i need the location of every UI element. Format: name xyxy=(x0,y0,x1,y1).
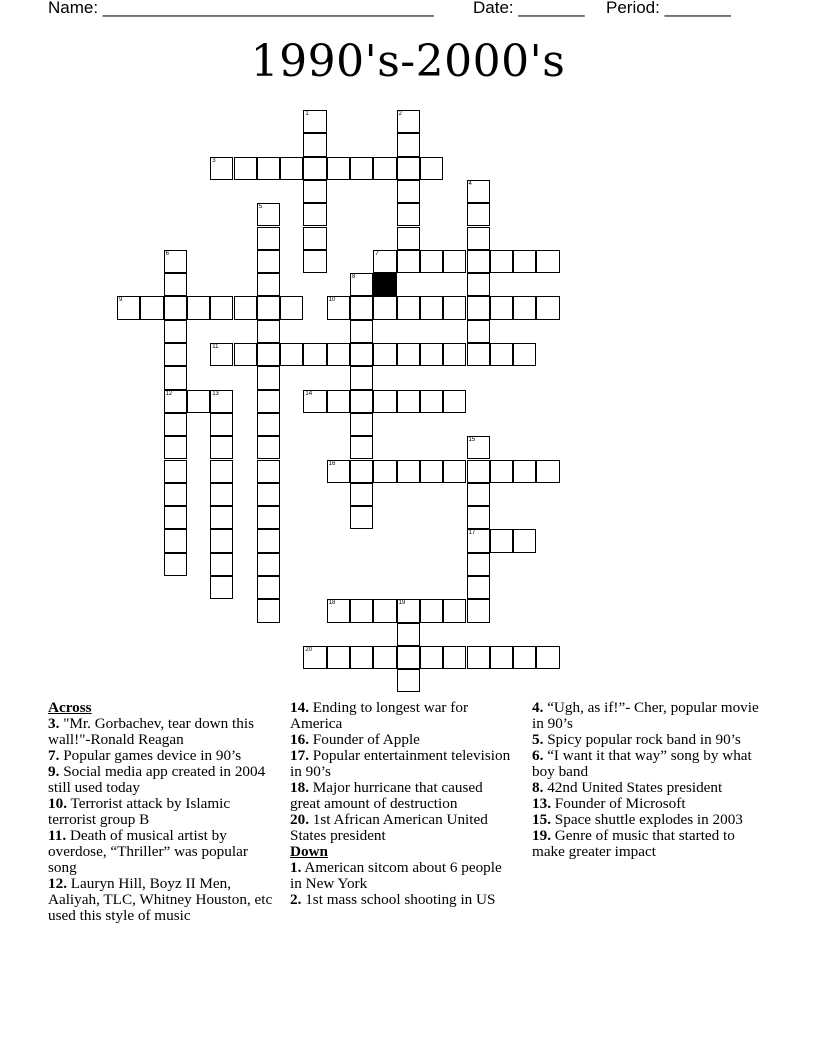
grid-cell[interactable] xyxy=(350,599,373,622)
grid-cell[interactable] xyxy=(350,320,373,343)
grid-cell[interactable] xyxy=(373,460,396,483)
grid-cell[interactable] xyxy=(443,296,466,319)
grid-cell[interactable] xyxy=(303,227,326,250)
grid-cell[interactable] xyxy=(513,460,536,483)
clue-across-10: 10. Terrorist attack by Islamic terrorist group B xyxy=(48,795,231,828)
grid-cell[interactable] xyxy=(350,460,373,483)
grid-cell[interactable] xyxy=(373,599,396,622)
grid-cell[interactable] xyxy=(467,576,490,599)
grid-cell[interactable] xyxy=(327,460,350,483)
grid-cell[interactable] xyxy=(513,646,536,669)
clue-down-6: 6. “I want it that way” song by what boy band xyxy=(532,747,752,780)
grid-cell[interactable] xyxy=(467,296,490,319)
grid-cell[interactable] xyxy=(164,413,187,436)
grid-cell[interactable] xyxy=(164,273,187,296)
clue-number: 20 xyxy=(305,646,313,653)
grid-cell[interactable] xyxy=(257,227,280,250)
grid-cell[interactable] xyxy=(420,390,443,413)
down-heading: Down xyxy=(290,843,328,860)
grid-cell[interactable] xyxy=(164,296,187,319)
grid-cell[interactable] xyxy=(327,646,350,669)
grid-cell[interactable] xyxy=(397,227,420,250)
grid-cell[interactable] xyxy=(303,203,326,226)
grid-cell[interactable] xyxy=(164,529,187,552)
clue-across-7: 7. Popular games device in 90’s xyxy=(48,747,242,764)
grid-cell[interactable] xyxy=(443,390,466,413)
grid-cell[interactable] xyxy=(467,646,490,669)
grid-cell[interactable] xyxy=(467,436,490,459)
grid-cell[interactable] xyxy=(467,529,490,552)
grid-cell[interactable] xyxy=(397,110,420,133)
grid-cell[interactable] xyxy=(164,343,187,366)
grid-cell[interactable] xyxy=(117,296,140,319)
name-field[interactable]: Name: ___________________________________ xyxy=(48,0,434,17)
grid-cell[interactable] xyxy=(467,180,490,203)
grid-cell[interactable] xyxy=(397,180,420,203)
grid-cell[interactable] xyxy=(350,366,373,389)
grid-cell[interactable] xyxy=(303,180,326,203)
grid-cell[interactable] xyxy=(303,390,326,413)
grid-cell[interactable] xyxy=(536,646,559,669)
grid-cell[interactable] xyxy=(397,390,420,413)
grid-cell[interactable] xyxy=(327,157,350,180)
grid-cell[interactable] xyxy=(164,483,187,506)
grid-cell[interactable] xyxy=(397,133,420,156)
clue-number: 6 xyxy=(165,250,169,257)
grid-cell[interactable] xyxy=(257,506,280,529)
grid-cell[interactable] xyxy=(303,157,326,180)
grid-cell[interactable] xyxy=(257,529,280,552)
grid-cell[interactable] xyxy=(327,296,350,319)
grid-cell[interactable] xyxy=(513,343,536,366)
clue-number: 19 xyxy=(398,600,406,607)
grid-cell[interactable] xyxy=(373,157,396,180)
grid-cell[interactable] xyxy=(467,343,490,366)
grid-cell[interactable] xyxy=(373,296,396,319)
grid-cell[interactable] xyxy=(257,460,280,483)
grid-cell[interactable] xyxy=(164,366,187,389)
clue-number: 14 xyxy=(305,390,313,397)
grid-cell[interactable] xyxy=(257,157,280,180)
clue-across-17: 17. Popular entertainment television in 90’s xyxy=(290,747,511,780)
clue-down-2: 2. 1st mass school shooting in US xyxy=(290,891,496,908)
grid-cell[interactable] xyxy=(350,646,373,669)
grid-cell[interactable] xyxy=(467,483,490,506)
clue-across-18: 18. Major hurricane that caused great amount of destruction xyxy=(290,779,483,812)
clue-down-1: 1. American sitcom about 6 people in New York xyxy=(290,859,502,892)
grid-cell[interactable] xyxy=(257,320,280,343)
grid-cell[interactable] xyxy=(397,296,420,319)
clue-number: 8 xyxy=(352,274,356,281)
grid-cell[interactable] xyxy=(210,460,233,483)
grid-cell[interactable] xyxy=(210,506,233,529)
grid-cell[interactable] xyxy=(350,390,373,413)
clue-number: 9 xyxy=(119,297,123,304)
grid-cell[interactable] xyxy=(280,296,303,319)
grid-cell[interactable] xyxy=(257,553,280,576)
clue-number: 12 xyxy=(165,390,173,397)
grid-cell[interactable] xyxy=(490,460,513,483)
grid-cell[interactable] xyxy=(350,483,373,506)
period-field[interactable]: Period: _______ xyxy=(606,0,731,17)
grid-cell[interactable] xyxy=(373,390,396,413)
grid-cell[interactable] xyxy=(490,646,513,669)
grid-cell[interactable] xyxy=(490,296,513,319)
grid-cell[interactable] xyxy=(373,250,396,273)
grid-cell[interactable] xyxy=(280,157,303,180)
grid-cell[interactable] xyxy=(420,646,443,669)
clue-down-5: 5. Spicy popular rock band in 90’s xyxy=(532,731,741,748)
grid-cell[interactable] xyxy=(187,390,210,413)
grid-cell[interactable] xyxy=(257,576,280,599)
clue-across-14: 14. Ending to longest war for America xyxy=(290,699,469,732)
grid-cell[interactable] xyxy=(257,343,280,366)
grid-cell[interactable] xyxy=(303,250,326,273)
grid-cell[interactable] xyxy=(467,320,490,343)
grid-cell[interactable] xyxy=(210,343,233,366)
clue-number: 4 xyxy=(468,180,472,187)
grid-cell[interactable] xyxy=(397,460,420,483)
grid-cell[interactable] xyxy=(257,366,280,389)
grid-cell[interactable] xyxy=(164,320,187,343)
date-field[interactable]: Date: _______ xyxy=(473,0,585,17)
grid-cell[interactable] xyxy=(350,157,373,180)
grid-cell[interactable] xyxy=(443,646,466,669)
grid-cell[interactable] xyxy=(420,599,443,622)
clue-down-4: 4. “Ugh, as if!”- Cher, popular movie in 90’s xyxy=(532,699,759,732)
grid-cell[interactable] xyxy=(210,483,233,506)
grid-cell[interactable] xyxy=(257,203,280,226)
grid-cell[interactable] xyxy=(350,273,373,296)
grid-cell[interactable] xyxy=(513,296,536,319)
grid-cell[interactable] xyxy=(350,436,373,459)
grid-cell[interactable] xyxy=(257,250,280,273)
grid-cell[interactable] xyxy=(397,599,420,622)
grid-cell[interactable] xyxy=(234,343,257,366)
grid-cell[interactable] xyxy=(397,343,420,366)
clue-across-20: 20. 1st African American United States president xyxy=(290,811,488,844)
grid-cell[interactable] xyxy=(187,296,210,319)
grid-cell[interactable] xyxy=(443,599,466,622)
grid-cell[interactable] xyxy=(280,343,303,366)
grid-cell[interactable] xyxy=(210,576,233,599)
grid-cell[interactable] xyxy=(467,460,490,483)
grid-cell[interactable] xyxy=(210,157,233,180)
grid-cell[interactable] xyxy=(397,203,420,226)
grid-cell[interactable] xyxy=(536,296,559,319)
clue-across-11: 11. Death of musical artist by overdose, “Thriller” was popular song xyxy=(48,827,248,876)
grid-cell[interactable] xyxy=(490,250,513,273)
grid-cell[interactable] xyxy=(257,413,280,436)
clues-column-3 xyxy=(532,700,762,860)
across-heading: Across xyxy=(48,699,92,716)
grid-cell[interactable] xyxy=(443,460,466,483)
grid-cell[interactable] xyxy=(397,623,420,646)
grid-cell[interactable] xyxy=(420,460,443,483)
clue-down-19: 19. Genre of music that started to make greater impact xyxy=(532,827,735,860)
grid-cell[interactable] xyxy=(303,133,326,156)
grid-cell[interactable] xyxy=(327,390,350,413)
grid-cell[interactable] xyxy=(420,157,443,180)
grid-cell[interactable] xyxy=(210,296,233,319)
grid-cell[interactable] xyxy=(350,343,373,366)
grid-cell[interactable] xyxy=(443,250,466,273)
grid-cell[interactable] xyxy=(490,529,513,552)
grid-cell[interactable] xyxy=(164,553,187,576)
grid-cell[interactable] xyxy=(257,390,280,413)
grid-cell[interactable] xyxy=(257,273,280,296)
grid-cell[interactable] xyxy=(420,343,443,366)
grid-cell[interactable] xyxy=(397,646,420,669)
clues-column-2 xyxy=(290,700,512,908)
clue-number: 16 xyxy=(328,460,336,467)
grid-cell[interactable] xyxy=(327,343,350,366)
clue-number: 10 xyxy=(328,297,336,304)
grid-cell[interactable] xyxy=(164,506,187,529)
grid-cell[interactable] xyxy=(373,343,396,366)
page-title: 1990's-2000's xyxy=(250,36,566,87)
clue-across-12: 12. Lauryn Hill, Boyz II Men, Aaliyah, TLC, Whitney Houston, etc used this style of music xyxy=(48,875,273,924)
clue-number: 13 xyxy=(212,390,219,397)
clue-number: 11 xyxy=(212,344,219,350)
clues-column-1 xyxy=(48,700,280,924)
grid-cell[interactable] xyxy=(164,460,187,483)
grid-cell[interactable] xyxy=(513,250,536,273)
grid-cell[interactable] xyxy=(257,599,280,622)
grid-cell[interactable] xyxy=(164,390,187,413)
grid-cell[interactable] xyxy=(443,343,466,366)
clue-across-9: 9. Social media app created in 2004 still used today xyxy=(48,763,266,796)
clue-number: 3 xyxy=(212,157,216,164)
grid-cell[interactable] xyxy=(327,599,350,622)
clue-down-15: 15. Space shuttle explodes in 2003 xyxy=(532,811,743,828)
clue-number: 17 xyxy=(468,530,476,537)
clue-number: 1 xyxy=(305,111,309,117)
black-square xyxy=(373,273,396,296)
grid-cell[interactable] xyxy=(467,227,490,250)
grid-cell[interactable] xyxy=(420,296,443,319)
grid-cell[interactable] xyxy=(397,669,420,692)
grid-cell[interactable] xyxy=(467,506,490,529)
grid-cell[interactable] xyxy=(536,460,559,483)
grid-cell[interactable] xyxy=(140,296,163,319)
grid-cell[interactable] xyxy=(257,436,280,459)
grid-cell[interactable] xyxy=(303,343,326,366)
grid-cell[interactable] xyxy=(350,296,373,319)
grid-cell[interactable] xyxy=(303,646,326,669)
grid-cell[interactable] xyxy=(397,250,420,273)
clue-number: 15 xyxy=(468,437,476,444)
grid-cell[interactable] xyxy=(350,506,373,529)
grid-cell[interactable] xyxy=(350,413,373,436)
grid-cell[interactable] xyxy=(513,529,536,552)
grid-cell[interactable] xyxy=(303,110,326,133)
clue-across-16: 16. Founder of Apple xyxy=(290,731,420,748)
grid-cell[interactable] xyxy=(467,553,490,576)
grid-cell[interactable] xyxy=(536,250,559,273)
clue-number: 7 xyxy=(375,250,379,257)
grid-cell[interactable] xyxy=(234,157,257,180)
grid-cell[interactable] xyxy=(420,250,443,273)
grid-cell[interactable] xyxy=(490,343,513,366)
grid-cell[interactable] xyxy=(397,157,420,180)
grid-cell[interactable] xyxy=(467,203,490,226)
grid-cell[interactable] xyxy=(210,436,233,459)
grid-cell[interactable] xyxy=(373,646,396,669)
grid-cell[interactable] xyxy=(210,390,233,413)
grid-cell[interactable] xyxy=(234,296,257,319)
grid-cell[interactable] xyxy=(210,529,233,552)
grid-cell[interactable] xyxy=(467,250,490,273)
clue-across-3: 3. "Mr. Gorbachev, tear down this wall!"-Ronald Reagan xyxy=(48,715,254,748)
clue-down-13: 13. Founder of Microsoft xyxy=(532,795,686,812)
grid-cell[interactable] xyxy=(257,296,280,319)
clue-number: 18 xyxy=(328,600,336,607)
clue-number: 2 xyxy=(398,111,402,117)
grid-cell[interactable] xyxy=(467,599,490,622)
clue-number: 5 xyxy=(258,204,263,211)
grid-cell[interactable] xyxy=(210,553,233,576)
clue-down-8: 8. 42nd United States president xyxy=(532,779,723,796)
grid-cell[interactable] xyxy=(257,483,280,506)
grid-cell[interactable] xyxy=(210,413,233,436)
grid-cell[interactable] xyxy=(467,273,490,296)
grid-cell[interactable] xyxy=(164,436,187,459)
grid-cell[interactable] xyxy=(164,250,187,273)
